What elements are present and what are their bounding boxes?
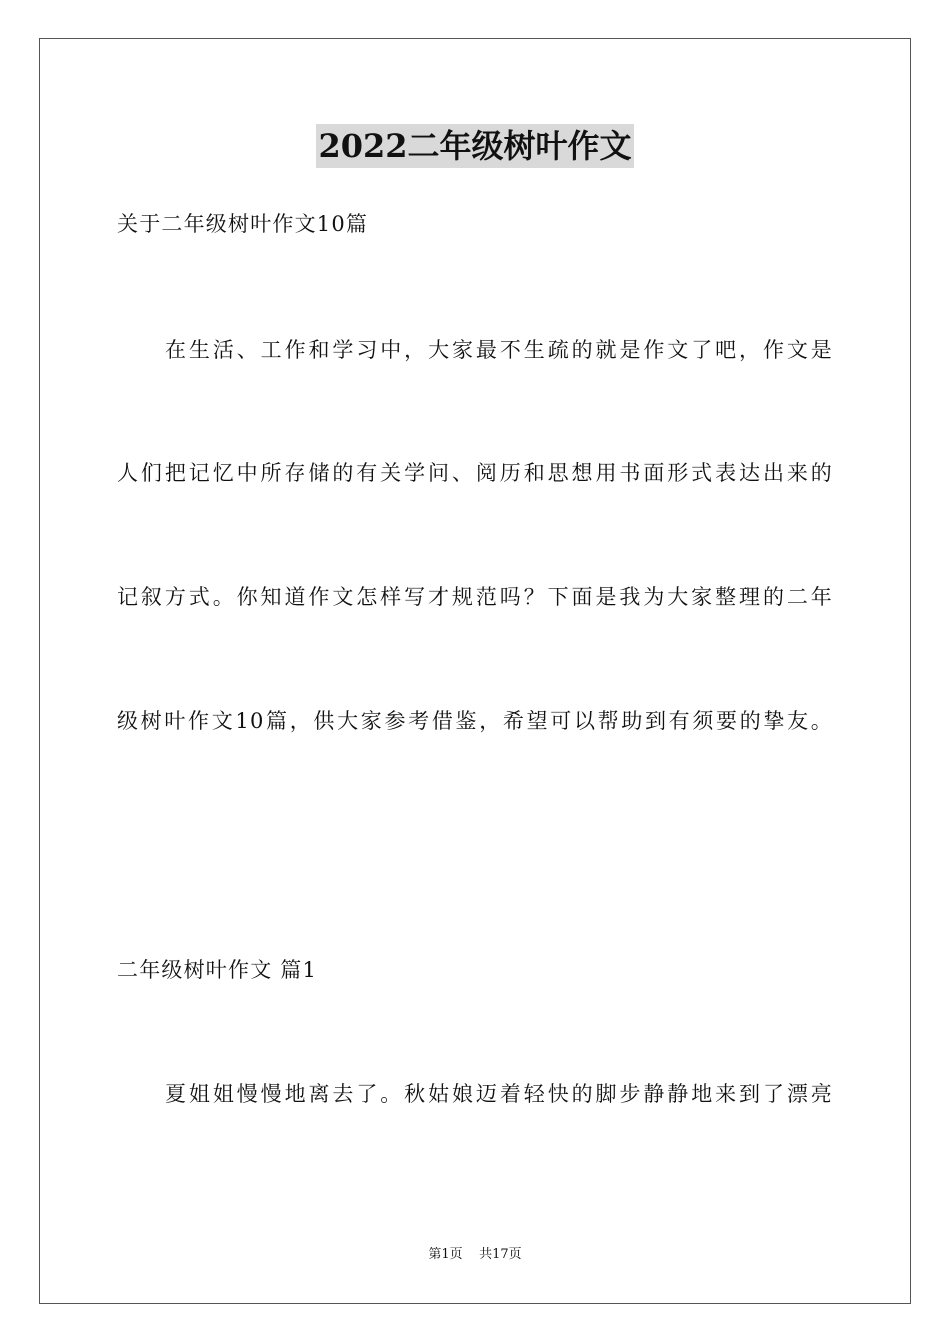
intro-line-2: 人们把记忆中所存储的有关学问、阅历和思想用书面形式表达出来的: [117, 461, 833, 485]
section-heading: 二年级树叶作文 篇1: [117, 958, 318, 982]
intro-line-1: 在生活、工作和学习中，大家最不生疏的就是作文了吧，作文是: [165, 338, 833, 362]
section-line-1: 夏姐姐慢慢地离去了。秋姑娘迈着轻快的脚步静静地来到了漂亮: [165, 1082, 833, 1106]
title-container: [0, 124, 950, 168]
page-footer: [0, 1246, 950, 1264]
page-number: 第1页: [428, 1247, 463, 1262]
intro-line-3: 记叙方式。你知道作文怎样写才规范吗？下面是我为大家整理的二年: [117, 585, 833, 609]
document-title: 2022二年级树叶作文: [316, 124, 633, 168]
total-pages: 共17页: [479, 1247, 522, 1262]
intro-line-4: 级树叶作文10篇，供大家参考借鉴，希望可以帮助到有须要的挚友。: [117, 709, 833, 733]
document-subtitle: 关于二年级树叶作文10篇: [117, 212, 369, 236]
